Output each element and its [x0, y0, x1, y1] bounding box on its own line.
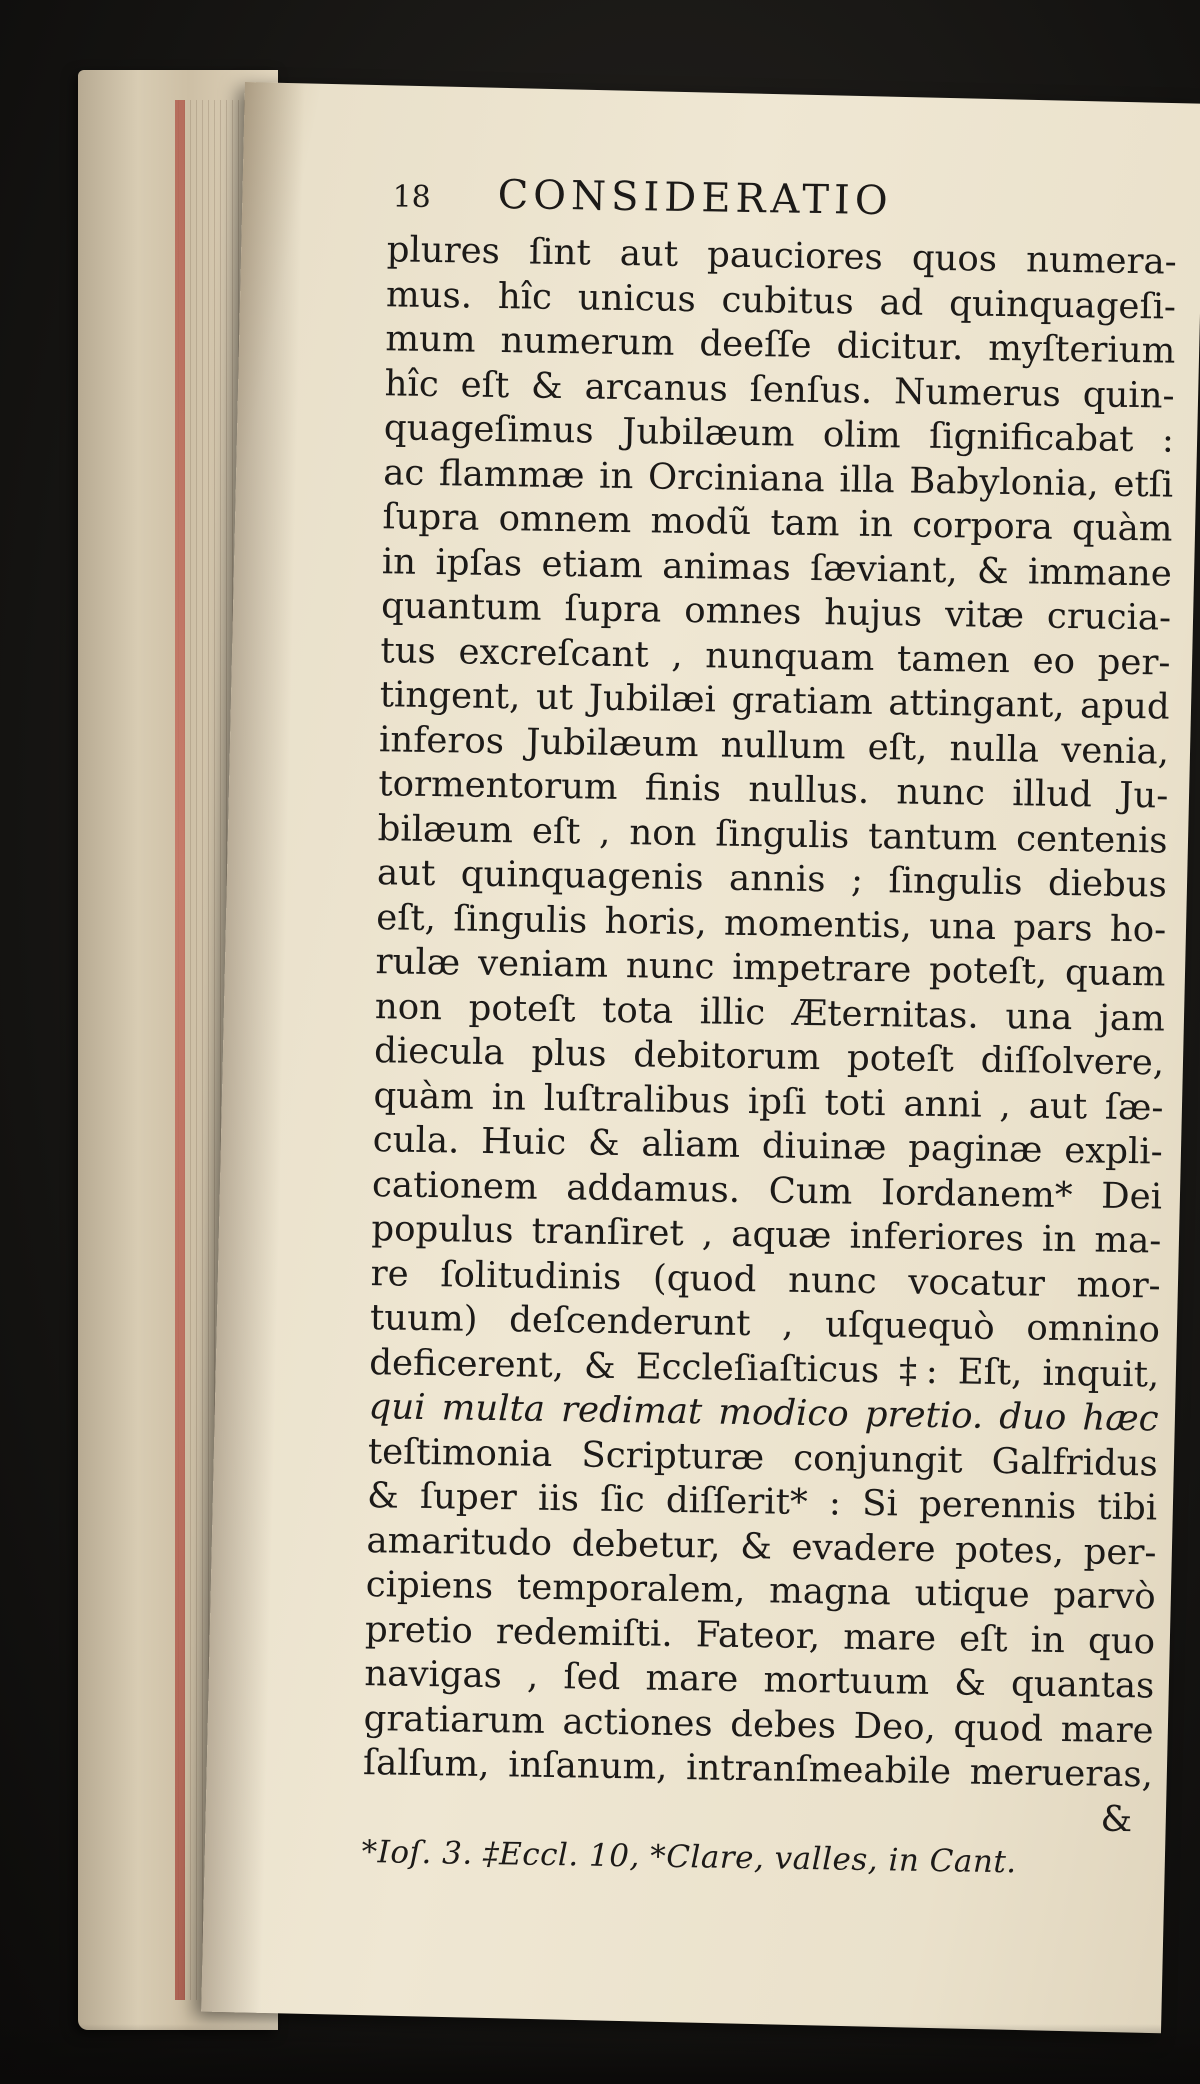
- text-line: tingent, ut Jubilæi gratiam attingant, apud: [379, 674, 1171, 728]
- text-line: in ipſas etiam animas ſæviant, & immane: [381, 540, 1173, 595]
- text-line: ſupra omnem modũ tam in corpora quàm: [382, 496, 1173, 550]
- text-line: quàm in luſtralibus ipſi toti anni , aut ſæ-: [373, 1074, 1164, 1129]
- text-line: tormentorum finis nullus. nunc illud Ju-: [378, 763, 1169, 817]
- text-line: cipiens temporalem, magna utique parvò: [365, 1564, 1157, 1618]
- text-line: gratiarum actiones debes Deo, quod mare: [363, 1697, 1154, 1751]
- text-line: teſtimonia Scripturæ conjungit Galfridus: [367, 1430, 1159, 1485]
- text-line: tus excreſcant , nunquam tamen eo per-: [380, 629, 1171, 684]
- footnote-references: *Ioſ. 3. ‡Eccl. 10, *Clare, valles, in Cant.: [361, 1834, 1017, 1881]
- text-line: plures ſint aut pauciores quos numera-: [386, 229, 1178, 283]
- text-line: non poteſt tota illic Æternitas. una jam: [374, 985, 1166, 1040]
- text-line: mum numerum deeſſe dicitur. myſterium: [385, 318, 1176, 372]
- book-page: [201, 82, 1200, 2033]
- text-line: quantum ſupra omnes hujus vitæ crucia-: [380, 585, 1172, 639]
- text-line: tuum) deſcenderunt , uſquequò omnino: [369, 1297, 1161, 1351]
- text-line: & ſuper iis ſic diſſerit* : Si perennis tibi: [366, 1475, 1158, 1529]
- running-title: CONSIDERATIO: [497, 171, 893, 225]
- text-line: amaritudo debetur, & evadere potes, per-: [366, 1519, 1157, 1574]
- text-line: navigas , ſed mare mortuum & quantas: [364, 1653, 1155, 1707]
- text-line: diecula plus debitorum poteſt diſſolvere,: [373, 1030, 1165, 1084]
- body-text: [362, 228, 1177, 1842]
- text-line: qui multa redimat modico pretio. duo hæc: [368, 1386, 1159, 1440]
- text-line: cationem addamus. Cum Iordanem* Dei: [371, 1163, 1163, 1218]
- text-line: ac flammæ in Orciniana illa Babylonia, etſi: [382, 451, 1174, 506]
- text-line: eſt, ſingulis horis, momentis, una pars ho-: [375, 896, 1167, 951]
- text-line: hîc eſt & arcanus ſenſus. Numerus quin-: [384, 362, 1175, 417]
- text-line: mus. hîc unicus cubitus ad quinquageſi-: [385, 273, 1177, 328]
- text-line: deficerent, & Eccleſiaſticus ‡: Eſt, inquit,: [368, 1341, 1160, 1396]
- bottom-shadow: [0, 2024, 1200, 2084]
- text-line: ſalſum, inſanum, intranſmeabile merueras,: [362, 1742, 1154, 1796]
- text-line: aut quinquagenis annis ; ſingulis diebus: [376, 852, 1168, 906]
- text-line: rulæ veniam nunc impetrare poteſt, quam: [375, 941, 1166, 995]
- text-line: re ſolitudinis (quod nunc vocatur mor-: [370, 1252, 1161, 1307]
- text-line: populus tranſiret , aquæ inferiores in ma-: [371, 1208, 1162, 1262]
- red-page-edge: [175, 100, 185, 2000]
- text-block: [361, 170, 1178, 1882]
- text-line: inferos Jubilæum nullum eſt, nulla venia,: [378, 718, 1170, 773]
- text-line: quageſimus Jubilæum olim ſignificabat :: [383, 407, 1175, 461]
- text-line: pretio redemiſti. Fateor, mare eſt in quo: [364, 1608, 1156, 1662]
- page-number: 18: [392, 179, 432, 215]
- text-line: bilæum eſt , non ſingulis tantum centenis: [377, 807, 1168, 862]
- text-line: cula. Huic & aliam diuinæ paginæ expli-: [372, 1119, 1164, 1173]
- catchword: &: [1100, 1798, 1133, 1840]
